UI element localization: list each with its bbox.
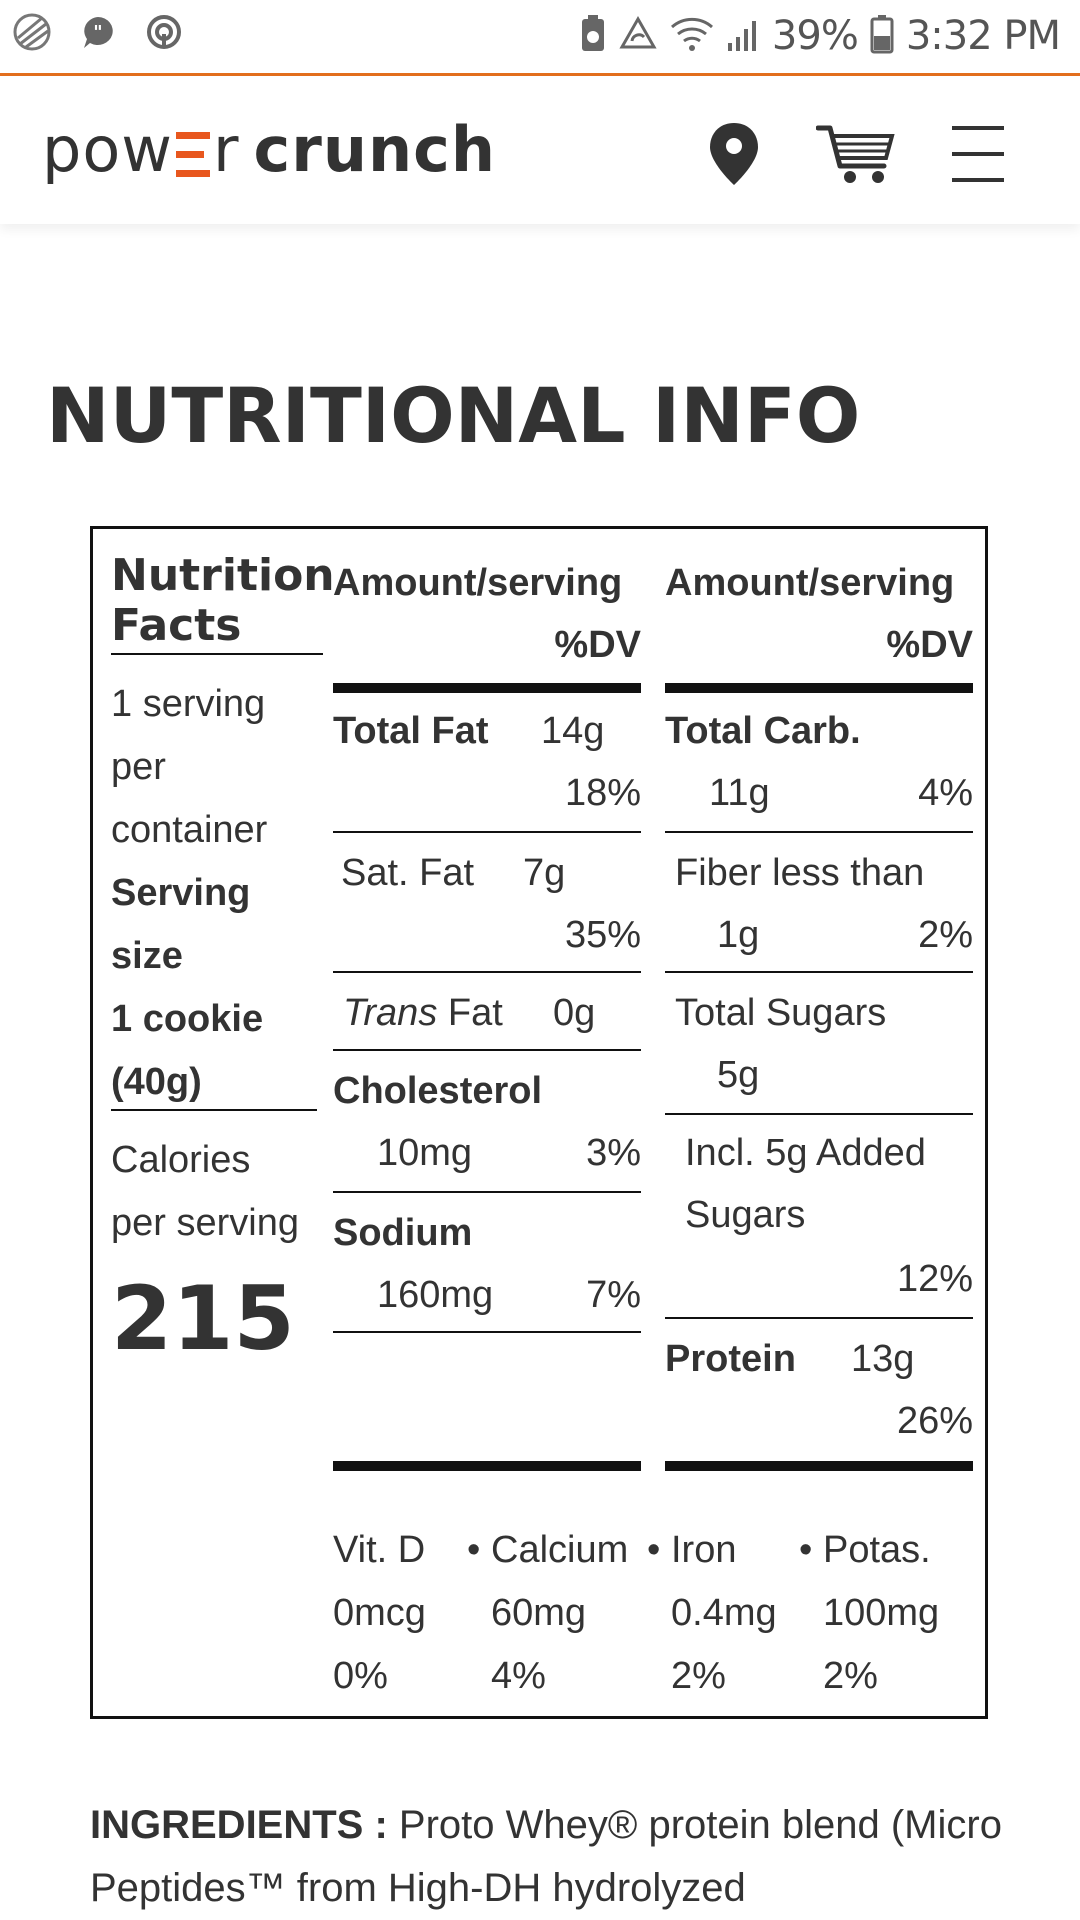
powercrunch-logo[interactable] [42, 104, 496, 194]
col-header-dv: %DV [554, 624, 641, 666]
added-sugars-label: Incl. 5g Added Sugars [685, 1132, 926, 1236]
divider [333, 1191, 641, 1193]
trans-fat-amount: 0g [553, 992, 596, 1034]
micro-vitamin-d: Vit. D 0mcg 0% [333, 1529, 426, 1697]
trans-fat-label: Trans Fat [343, 992, 503, 1034]
status-bar [0, 0, 1080, 76]
podcast-icon [144, 12, 184, 52]
nutrition-facts-title: Nutrition Facts [111, 550, 335, 651]
ingredients-body: Proto Whey® protein blend (Micro Peptides™ from High-DH hydrolyzed [90, 1803, 1002, 1910]
fiber-amount: 1g [717, 914, 760, 956]
site-header [0, 76, 1080, 224]
ingredients-text [90, 1794, 1050, 1920]
menu-icon [950, 124, 1006, 184]
total-carb-label: Total Carb. [665, 710, 861, 752]
divider [333, 1331, 641, 1333]
divider [665, 831, 973, 833]
nutrition-facts-panel [90, 526, 988, 1719]
col-header-amount: Amount/serving [333, 562, 623, 604]
total-carb-dv: 4% [918, 772, 973, 814]
thick-divider [665, 683, 973, 693]
micro-potassium: Potas. 100mg 2% [823, 1529, 940, 1697]
fiber-label: Fiber less than [675, 852, 925, 894]
location-pin-icon [707, 121, 761, 187]
divider [333, 971, 641, 973]
bullet: • [799, 1529, 813, 1571]
divider [333, 1049, 641, 1051]
divider [111, 653, 323, 655]
total-carb-amount: 11g [709, 772, 770, 814]
thick-divider [333, 1461, 641, 1471]
divider [333, 831, 641, 833]
clock: 3:32 PM [905, 13, 1060, 59]
calories-label: Calories per serving [111, 1139, 299, 1244]
chat-bubble-icon [78, 12, 118, 52]
total-sugars-amount: 5g [717, 1054, 760, 1096]
ingredients-label: INGREDIENTS : [90, 1803, 388, 1847]
sat-fat-label: Sat. Fat [341, 852, 475, 894]
protein-dv: 26% [896, 1400, 973, 1442]
battery-percent: 39% [771, 13, 858, 59]
calories-value: 215 [111, 1267, 295, 1370]
sodium-label: Sodium [333, 1212, 473, 1254]
sat-fat-amount: 7g [523, 852, 566, 894]
total-fat-dv: 18% [564, 772, 641, 814]
logo-text-pow: pow [42, 112, 173, 186]
protein-amount: 13g [851, 1338, 915, 1380]
divider [111, 1109, 317, 1111]
total-fat-label: Total Fat [333, 710, 489, 752]
micro-iron: Iron 0.4mg 2% [671, 1529, 777, 1697]
col-header-amount: Amount/serving [665, 562, 955, 604]
battery-saver-icon [580, 15, 606, 57]
protein-label: Protein [665, 1338, 796, 1380]
servings-per-container: 1 serving per container Serving size 1 cookie (40g) [111, 683, 268, 1103]
bullet: • [647, 1529, 661, 1571]
added-sugars-dv: 12% [896, 1258, 973, 1300]
drive-sync-icon [618, 15, 658, 57]
logo-text-r: r [213, 112, 240, 186]
bullet: • [467, 1529, 481, 1571]
thick-divider [665, 1461, 973, 1471]
total-sugars-label: Total Sugars [675, 992, 887, 1034]
signal-icon [726, 15, 760, 57]
logo-e-bars [176, 132, 210, 178]
divider [665, 971, 973, 973]
cholesterol-label: Cholesterol [333, 1070, 543, 1112]
sodium-dv: 7% [586, 1274, 641, 1316]
cart-icon [816, 122, 896, 186]
wifi-icon [670, 15, 714, 57]
cholesterol-amount: 10mg [377, 1132, 473, 1174]
globe-icon [12, 12, 52, 52]
col-header-dv: %DV [886, 624, 973, 666]
svg-text:": " [93, 22, 103, 43]
divider [665, 1113, 973, 1115]
cholesterol-dv: 3% [586, 1132, 641, 1174]
total-fat-amount: 14g [541, 710, 605, 752]
thick-divider [333, 683, 641, 693]
sat-fat-dv: 35% [564, 914, 641, 956]
store-locator-button[interactable] [694, 114, 774, 194]
page-title: NUTRITIONAL INFO [46, 371, 861, 460]
micro-calcium: Calcium 60mg 4% [491, 1529, 629, 1697]
fiber-dv: 2% [918, 914, 973, 956]
menu-button[interactable] [938, 114, 1018, 194]
divider [665, 1317, 973, 1319]
logo-text-crunch: crunch [253, 112, 496, 186]
sodium-amount: 160mg [377, 1274, 494, 1316]
cart-button[interactable] [816, 114, 896, 194]
battery-icon [870, 14, 894, 58]
